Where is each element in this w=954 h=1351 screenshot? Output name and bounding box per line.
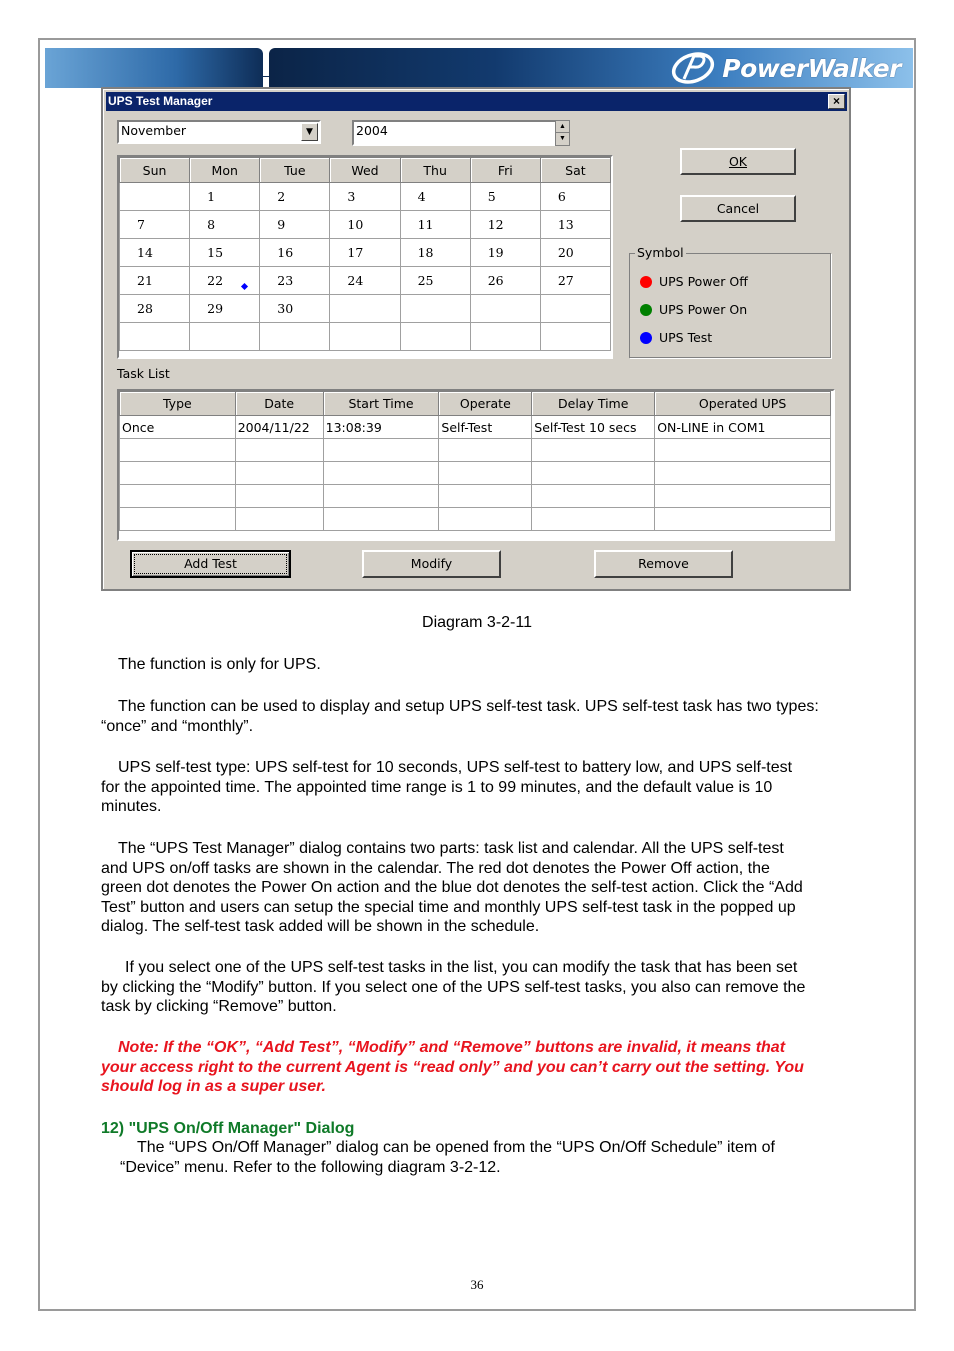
calendar-day-cell[interactable]: 26 [470, 267, 540, 295]
symbol-legend-label: UPS Test [659, 330, 713, 345]
task-column-header[interactable]: Start Time [323, 392, 439, 416]
calendar-weekday-header: Wed [330, 158, 400, 183]
para-on-off-line-2: “Device” menu. Refer to the following diagram 3-2-12. [120, 1158, 501, 1176]
calendar-day-cell[interactable]: 15 [190, 239, 260, 267]
task-cell [120, 439, 236, 462]
month-value: November [121, 123, 187, 138]
calendar-week-row [120, 267, 611, 295]
symbol-legend-item [640, 274, 748, 289]
year-field[interactable] [352, 120, 558, 146]
calendar-week-row [120, 295, 611, 323]
calendar-day-cell[interactable]: 22 [190, 267, 260, 295]
para-function-line-2: “once” and “monthly”. [101, 717, 254, 735]
task-list-title: Task List [117, 366, 170, 381]
calendar-day-cell[interactable] [190, 323, 260, 351]
task-cell [439, 462, 532, 485]
task-cell [655, 439, 831, 462]
task-list-table [117, 389, 835, 541]
symbol-group [629, 245, 831, 358]
task-column-header[interactable]: Operate [439, 392, 532, 416]
calendar-day-cell[interactable]: 10 [330, 211, 400, 239]
task-cell [235, 508, 323, 531]
task-row[interactable] [120, 439, 831, 462]
calendar-day-cell[interactable]: 6 [540, 183, 610, 211]
para-modify-remove [101, 958, 861, 1017]
calendar-day-cell[interactable]: 30 [260, 295, 330, 323]
task-cell: Once [120, 416, 236, 439]
task-cell: Self-Test 10 secs [532, 416, 655, 439]
task-cell: Self-Test [439, 416, 532, 439]
month-select[interactable] [117, 120, 321, 144]
calendar-day-cell[interactable]: 27 [540, 267, 610, 295]
banner-left-panel [45, 48, 263, 88]
ups-test-manager-dialog [101, 87, 851, 591]
para-on-off-manager [101, 1138, 861, 1177]
section-heading: 12) "UPS On/Off Manager" Dialog [101, 1120, 355, 1137]
task-cell [235, 439, 323, 462]
calendar-day-cell[interactable] [540, 295, 610, 323]
task-cell [323, 485, 439, 508]
task-column-header[interactable]: Delay Time [532, 392, 655, 416]
para-self-test-line-2: for the appointed time. The appointed time range is 1 to 99 minutes, and the default value is 10 [101, 778, 773, 796]
task-cell [655, 508, 831, 531]
task-cell [323, 439, 439, 462]
para-dialog-parts [101, 839, 861, 937]
calendar-weekday-header: Sun [120, 158, 190, 183]
calendar-day-cell[interactable] [470, 295, 540, 323]
task-cell [532, 508, 655, 531]
task-cell [532, 462, 655, 485]
task-row[interactable] [120, 508, 831, 531]
calendar-day-cell[interactable]: 9 [260, 211, 330, 239]
calendar-day-cell[interactable]: 13 [540, 211, 610, 239]
chevron-down-icon[interactable]: ▼ [301, 123, 318, 141]
access-note-line-2: your access right to the current Agent is “read only” and you can’t carry out the setting. You [101, 1058, 804, 1076]
access-note-line-3: should log in as a super user. [101, 1078, 326, 1095]
calendar-weekday-header: Sat [540, 158, 610, 183]
close-button[interactable]: × [828, 94, 845, 109]
ups-test-marker-icon [241, 283, 248, 290]
calendar-week-row [120, 211, 611, 239]
para-self-test-line-1: UPS self-test type: UPS self-test for 10 seconds, UPS self-test to battery low, and UPS self-test [118, 759, 793, 776]
calendar-day-cell[interactable]: 25 [400, 267, 470, 295]
calendar-day-cell[interactable]: 12 [470, 211, 540, 239]
logo-text: PowerWalker [722, 53, 901, 83]
brand-logo [670, 52, 901, 84]
task-row[interactable] [120, 485, 831, 508]
status-dot-icon [640, 276, 652, 288]
task-cell [439, 485, 532, 508]
add-test-button-label: Add Test [184, 556, 237, 571]
powerwalker-logo-icon [670, 52, 716, 84]
year-value: 2004 [356, 123, 388, 138]
calendar-day-cell[interactable]: 20 [540, 239, 610, 267]
calendar-weekday-header: Thu [400, 158, 470, 183]
task-column-header[interactable]: Date [235, 392, 323, 416]
calendar-day-cell[interactable]: 21 [120, 267, 190, 295]
status-dot-icon [640, 332, 652, 344]
calendar-day-cell[interactable]: 5 [470, 183, 540, 211]
task-row[interactable] [120, 416, 831, 439]
task-cell [323, 462, 439, 485]
calendar-day-cell[interactable]: 18 [400, 239, 470, 267]
modify-button[interactable] [362, 550, 501, 578]
para-dialog-line-5: dialog. The self-test task added will be shown in the schedule. [101, 918, 540, 935]
task-cell: 2004/11/22 [235, 416, 323, 439]
task-column-header[interactable]: Type [120, 392, 236, 416]
calendar-day-cell[interactable] [400, 323, 470, 351]
calendar-day-cell[interactable]: 8 [190, 211, 260, 239]
para-modify-line-2: by clicking the “Modify” button. If you select one of the UPS self-test tasks, you also can remove the [101, 978, 806, 996]
calendar-day-cell[interactable]: 19 [470, 239, 540, 267]
para-self-test-type [101, 758, 861, 817]
calendar-day-cell[interactable]: 11 [400, 211, 470, 239]
calendar-day-cell[interactable] [330, 323, 400, 351]
banner-right-panel [269, 48, 913, 88]
task-cell: ON-LINE in COM1 [655, 416, 831, 439]
task-cell [532, 485, 655, 508]
para-dialog-line-3: green dot denotes the Power On action and the blue dot denotes the self-test action. Click the “Add [101, 879, 803, 896]
header-banner [45, 48, 913, 88]
para-self-test-line-3: minutes. [101, 798, 162, 815]
task-cell [655, 462, 831, 485]
calendar-day-cell[interactable]: 7 [120, 211, 190, 239]
calendar-day-cell[interactable]: 28 [120, 295, 190, 323]
page-number: 36 [470, 1277, 484, 1292]
task-cell [655, 485, 831, 508]
calendar-day-cell[interactable]: 4 [400, 183, 470, 211]
calendar-weekday-header: Fri [470, 158, 540, 183]
para-only-ups: The function is only for UPS. [118, 656, 321, 673]
calendar-week-row [120, 323, 611, 351]
year-spinner[interactable] [555, 120, 570, 146]
para-function [101, 697, 861, 736]
task-cell [439, 439, 532, 462]
task-cell: 13:08:39 [323, 416, 439, 439]
para-dialog-line-1: The “UPS Test Manager” dialog contains two parts: task list and calendar. All the UPS self-test [118, 840, 784, 857]
symbol-legend-label: UPS Power On [659, 302, 748, 317]
calendar-day-cell[interactable]: 3 [330, 183, 400, 211]
calendar-weekday-header: Mon [190, 158, 260, 183]
access-note-line-1: Note: If the “OK”, “Add Test”, “Modify” and “Remove” buttons are invalid, it means that [118, 1039, 786, 1056]
spin-down-icon[interactable]: ▼ [559, 135, 566, 142]
calendar-day-cell[interactable] [120, 323, 190, 351]
calendar-day-cell[interactable]: 1 [190, 183, 260, 211]
spin-up-icon[interactable]: ▲ [556, 121, 569, 133]
calendar-day-cell[interactable]: 2 [260, 183, 330, 211]
cancel-button-label: Cancel [716, 201, 760, 216]
para-on-off-line-1: The “UPS On/Off Manager” dialog can be opened from the “UPS On/Off Schedule” item of [137, 1139, 775, 1156]
task-column-header[interactable]: Operated UPS [655, 392, 831, 416]
task-cell [532, 439, 655, 462]
calendar-day-cell[interactable] [400, 295, 470, 323]
symbol-legend-label: UPS Power Off [659, 274, 748, 289]
calendar-grid [117, 155, 613, 359]
add-test-button[interactable] [130, 550, 291, 578]
task-cell [439, 508, 532, 531]
para-modify-line-1: If you select one of the UPS self-test tasks in the list, you can modify the task that has been set [125, 959, 798, 976]
calendar-day-cell[interactable]: 17 [330, 239, 400, 267]
calendar-day-cell[interactable]: 24 [330, 267, 400, 295]
calendar-day-cell[interactable]: 14 [120, 239, 190, 267]
symbol-legend-item [640, 330, 712, 345]
symbol-legend-item [640, 302, 747, 317]
cancel-button[interactable] [680, 195, 796, 222]
para-modify-line-3: task by clicking “Remove” button. [101, 998, 337, 1015]
task-cell [235, 462, 323, 485]
calendar-weekday-header: Tue [260, 158, 330, 183]
task-cell [120, 485, 236, 508]
para-dialog-line-4: Test” button and users can setup the special time and monthly UPS self-test task in the popped up [101, 898, 796, 916]
calendar-day-cell[interactable]: 29 [190, 295, 260, 323]
calendar-day-cell[interactable] [120, 183, 190, 211]
access-note [101, 1038, 861, 1097]
task-row[interactable] [120, 462, 831, 485]
calendar-week-row [120, 239, 611, 267]
remove-button[interactable] [594, 550, 733, 578]
ok-button-label: OK [728, 154, 748, 169]
calendar-week-row [120, 183, 611, 211]
task-cell [235, 485, 323, 508]
task-cell [323, 508, 439, 531]
remove-button-label: Remove [638, 556, 689, 571]
symbol-group-title: Symbol [637, 245, 684, 260]
ok-button[interactable] [680, 148, 796, 175]
modify-button-label: Modify [410, 556, 453, 571]
task-cell [120, 462, 236, 485]
status-dot-icon [640, 304, 652, 316]
task-cell [120, 508, 236, 531]
calendar-day-cell[interactable]: 16 [260, 239, 330, 267]
diagram-caption: Diagram 3-2-11 [422, 614, 532, 631]
calendar-day-cell[interactable]: 23 [260, 267, 330, 295]
para-function-line-1: The function can be used to display and setup UPS self-test task. UPS self-test task has two types: [118, 698, 819, 715]
para-dialog-line-2: and UPS on/off tasks are shown in the calendar. The red dot denotes the Power Off action, the [101, 859, 770, 877]
dialog-title: UPS Test Manager [108, 94, 213, 108]
calendar-day-cell[interactable] [330, 295, 400, 323]
calendar-day-cell[interactable] [540, 323, 610, 351]
calendar-day-cell[interactable] [470, 323, 540, 351]
calendar-day-cell[interactable] [260, 323, 330, 351]
dialog-titlebar [106, 92, 847, 111]
